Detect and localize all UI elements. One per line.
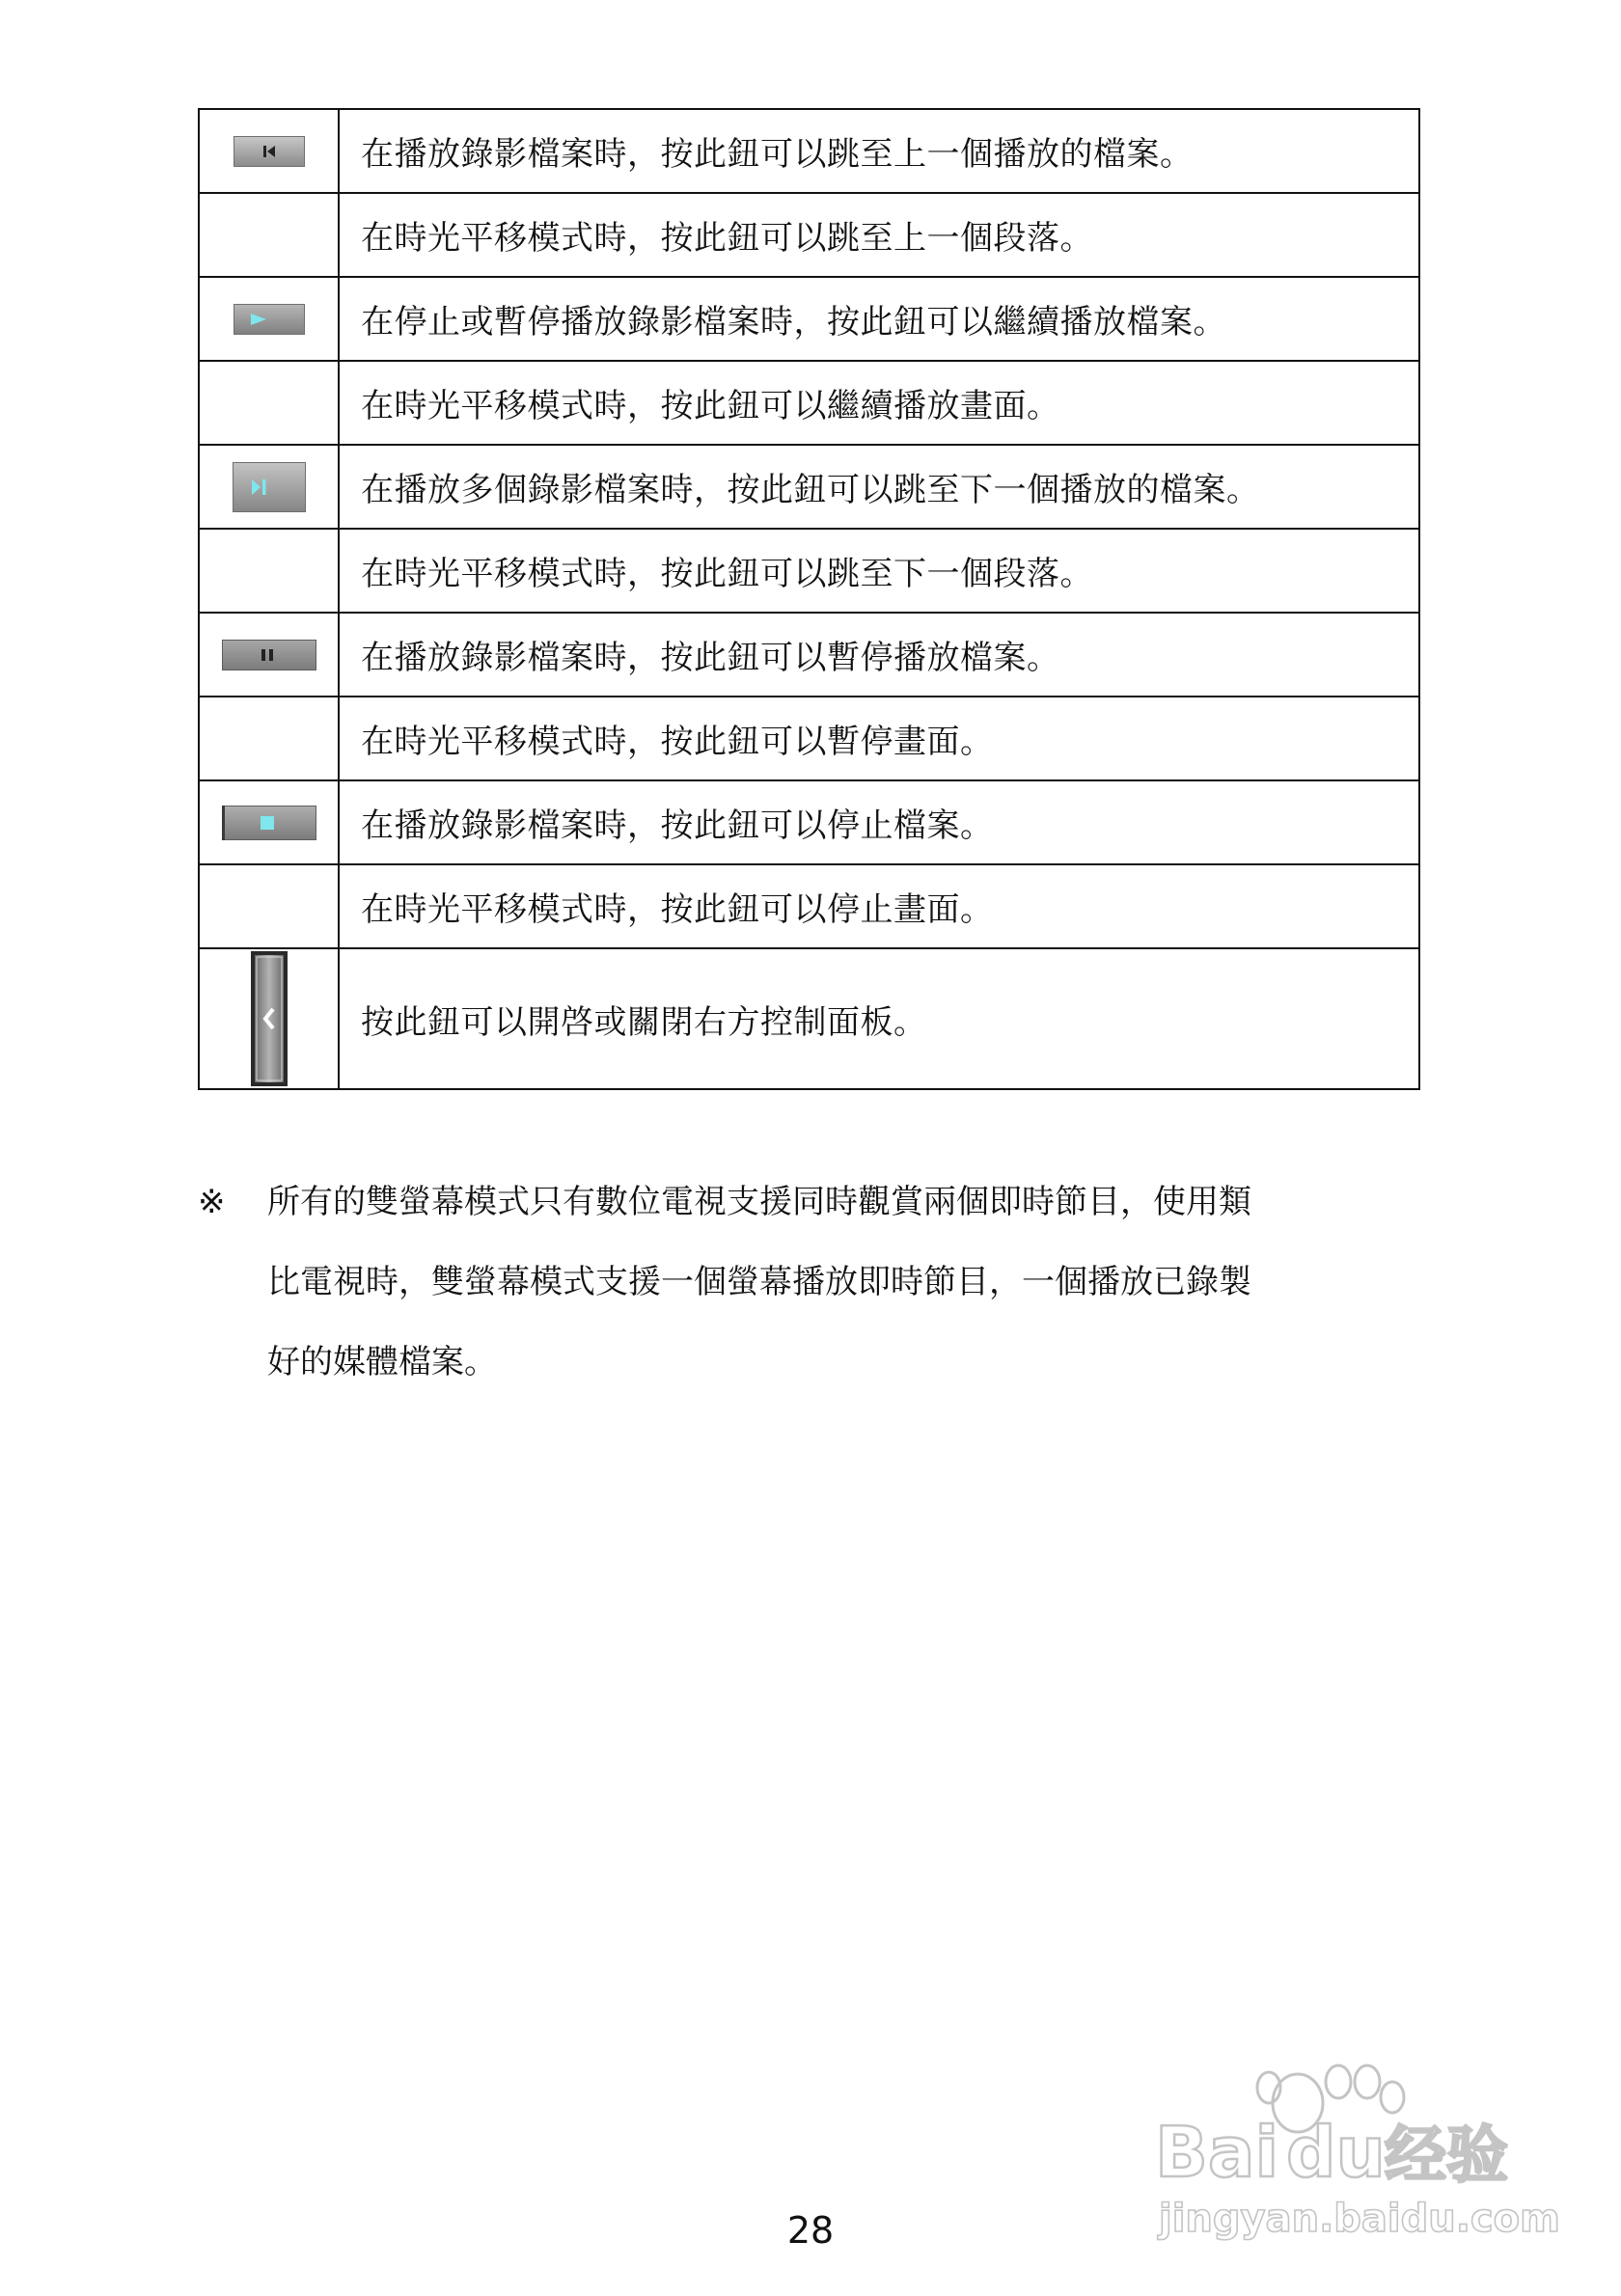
icon-cell <box>199 948 339 1089</box>
description-text: 在時光平移模式時，按此鈕可以停止畫面。 <box>339 864 1419 948</box>
description-text: 在停止或暫停播放錄影檔案時，按此鈕可以繼續播放檔案。 <box>339 277 1419 361</box>
icon-cell-empty <box>199 361 339 445</box>
icon-cell <box>199 445 339 529</box>
table-row <box>199 697 1419 780</box>
watermark-product: 经验 <box>1385 2120 1508 2192</box>
icon-cell-empty <box>199 697 339 780</box>
watermark-brand: Bai <box>1155 2112 1279 2193</box>
footnote-text <box>267 1162 1435 1403</box>
description-text: 在時光平移模式時，按此鈕可以繼續播放畫面。 <box>339 361 1419 445</box>
description-text: 在時光平移模式時，按此鈕可以跳至上一個段落。 <box>339 193 1419 277</box>
button-description-table <box>198 108 1420 1090</box>
play-icon <box>234 304 305 335</box>
description-text: 在播放錄影檔案時，按此鈕可以暫停播放檔案。 <box>339 613 1419 697</box>
pause-icon <box>222 640 316 670</box>
description-text: 在播放錄影檔案時，按此鈕可以跳至上一個播放的檔案。 <box>339 109 1419 193</box>
footnote-line: 所有的雙螢幕模式只有數位電視支援同時觀賞兩個即時節目，使用類 <box>267 1183 1251 1221</box>
description-text: 在時光平移模式時，按此鈕可以暫停畫面。 <box>339 697 1419 780</box>
icon-cell-empty <box>199 864 339 948</box>
table-row <box>199 445 1419 529</box>
icon-cell <box>199 277 339 361</box>
description-text: 在時光平移模式時，按此鈕可以跳至下一個段落。 <box>339 529 1419 613</box>
icon-cell <box>199 780 339 864</box>
reference-mark: ※ <box>198 1183 226 1221</box>
footnote-line: 比電視時，雙螢幕模式支援一個螢幕播放即時節目，一個播放已錄製 <box>267 1263 1251 1301</box>
table-row <box>199 613 1419 697</box>
table-row <box>199 529 1419 613</box>
skip-previous-icon <box>234 136 305 167</box>
table-row <box>199 948 1419 1089</box>
table-row <box>199 864 1419 948</box>
icon-cell <box>199 109 339 193</box>
skip-next-icon <box>233 462 306 512</box>
watermark-url: jingyan.baidu.com <box>1159 2197 1558 2241</box>
page-number: 28 <box>786 2209 835 2252</box>
table-row <box>199 361 1419 445</box>
table-row <box>199 193 1419 277</box>
table-row <box>199 109 1419 193</box>
table-row <box>199 277 1419 361</box>
description-text: 按此鈕可以開啓或關閉右方控制面板。 <box>339 948 1419 1089</box>
footnote-line: 好的媒體檔案。 <box>267 1343 497 1381</box>
icon-cell-empty <box>199 193 339 277</box>
icon-cell-empty <box>199 529 339 613</box>
description-text: 在播放多個錄影檔案時，按此鈕可以跳至下一個播放的檔案。 <box>339 445 1419 529</box>
description-text: 在播放錄影檔案時，按此鈕可以停止檔案。 <box>339 780 1419 864</box>
stop-icon <box>222 806 316 840</box>
panel-toggle-icon <box>251 951 288 1086</box>
watermark-brand-suffix: du <box>1286 2112 1386 2193</box>
table-row <box>199 780 1419 864</box>
icon-cell <box>199 613 339 697</box>
